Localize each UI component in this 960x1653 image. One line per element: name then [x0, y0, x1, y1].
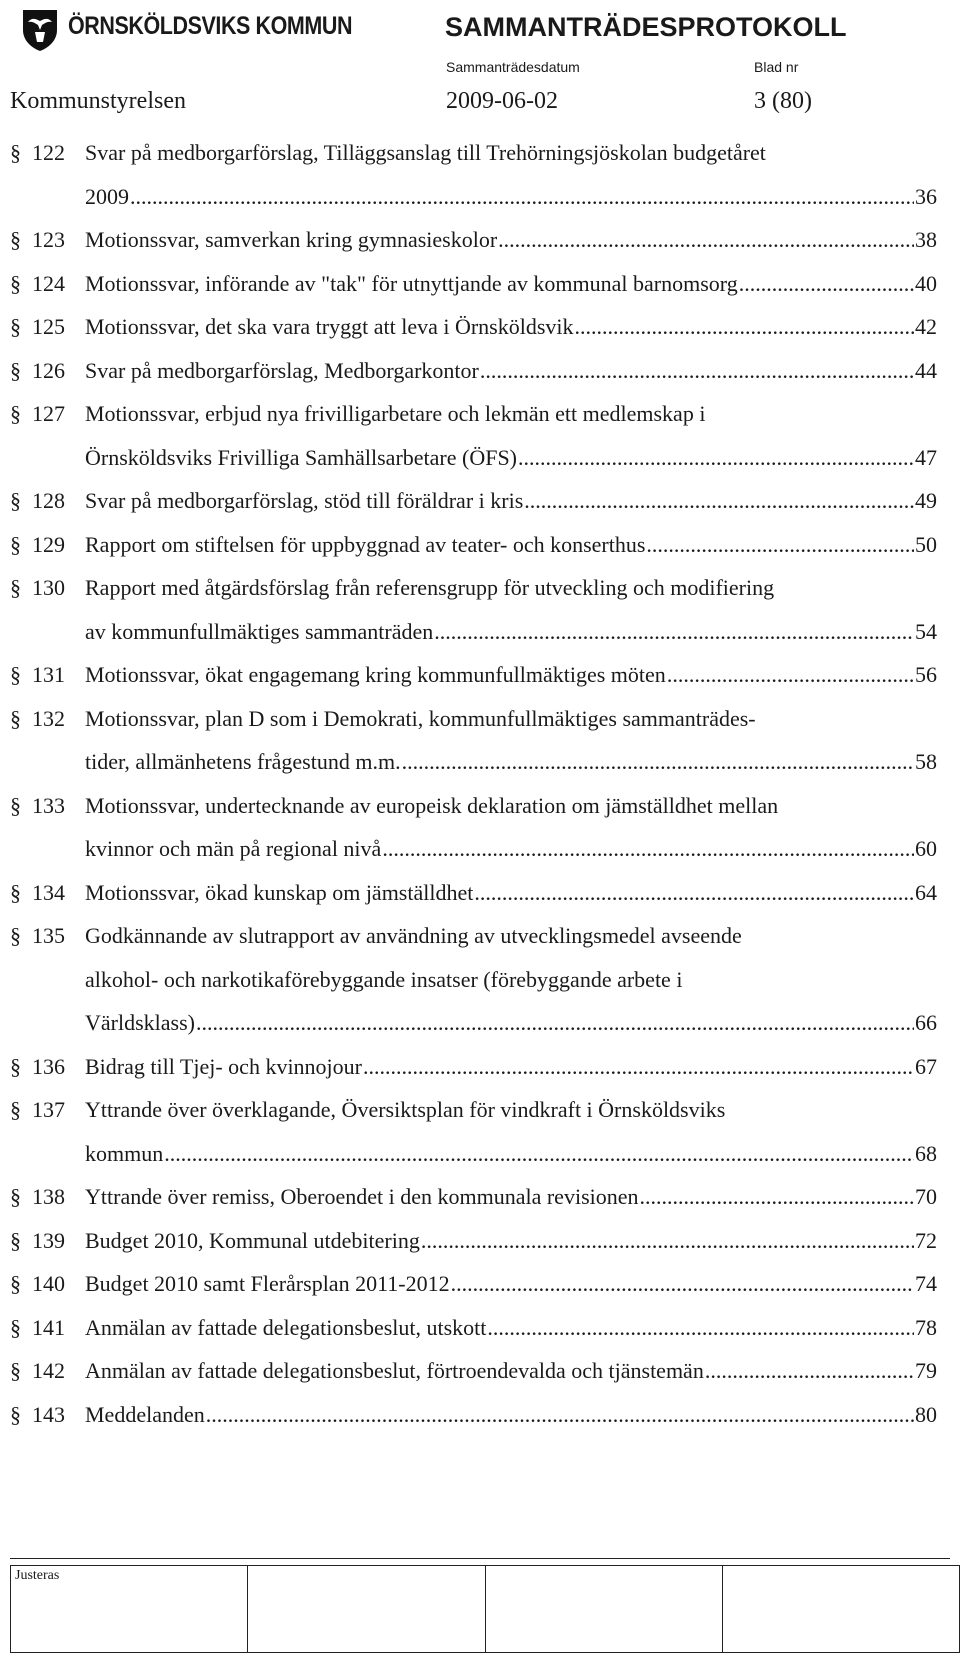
toc-entry-title-line — [85, 445, 937, 471]
section-symbol: § — [10, 662, 21, 687]
toc-entry-title-line — [85, 227, 937, 253]
dot-leader — [524, 488, 914, 514]
meeting-date-label: Sammanträdesdatum — [446, 59, 580, 75]
toc-entry-page: 42 — [915, 314, 937, 339]
dot-leader — [646, 532, 914, 558]
toc-entry-title: Anmälan av fattade delegationsbeslut, utskott — [85, 1314, 487, 1340]
toc-entry-page: 54 — [915, 618, 937, 644]
toc-entry-title: Världsklass) — [85, 1010, 195, 1035]
section-symbol: § — [10, 1314, 21, 1340]
section-symbol: § — [10, 705, 21, 731]
section-symbol: § — [10, 357, 21, 383]
dot-leader — [402, 749, 914, 775]
toc-entry-page: 58 — [915, 749, 937, 774]
toc-entry-title-line — [85, 836, 937, 862]
section-symbol: § — [10, 923, 21, 948]
toc-entry-number: 133 — [32, 792, 65, 818]
toc-entry-title-line: Godkännande av slutrapport av användning av utvecklingsmedel avseende — [85, 923, 742, 948]
section-symbol: § — [10, 1053, 21, 1079]
municipal-crest-logo — [20, 8, 60, 52]
toc-entry-title: Budget 2010 samt Flerårsplan 2011-2012 — [85, 1271, 450, 1296]
toc-entry-page: 40 — [915, 270, 937, 296]
toc-entry-title-line: Yttrande över överklagande, Översiktsplan för vindkraft i Örnsköldsviks — [85, 1097, 726, 1122]
dot-leader — [487, 1315, 914, 1341]
document-title: SAMMANTRÄDESPROTOKOLL — [445, 12, 847, 42]
toc-entry-number: 135 — [32, 923, 65, 948]
toc-entry-title-line — [85, 1315, 937, 1341]
toc-entry-number: 131 — [32, 662, 65, 687]
dot-leader — [451, 1271, 914, 1297]
dot-leader — [705, 1358, 914, 1384]
section-symbol: § — [10, 1271, 21, 1296]
toc-entry-title: Bidrag till Tjej- och kvinnojour — [85, 1053, 362, 1079]
toc-entry-page: 68 — [915, 1140, 937, 1166]
org-name: ÖRNSKÖLDSVIKS KOMMUN — [68, 12, 353, 40]
toc-entry-title-line: Motionssvar, plan D som i Demokrati, kommunfullmäktiges sammanträdes- — [85, 705, 756, 731]
dot-leader — [498, 227, 914, 253]
section-symbol: § — [10, 140, 21, 165]
toc-entry-number: 143 — [32, 1401, 65, 1427]
section-symbol: § — [10, 1358, 21, 1383]
toc-entry-page: 38 — [915, 227, 937, 252]
dot-leader — [206, 1402, 914, 1428]
dot-leader — [640, 1184, 914, 1210]
toc-entry-title-line — [85, 662, 937, 688]
toc-entry-number: 136 — [32, 1053, 65, 1079]
toc-entry-number: 129 — [32, 531, 65, 557]
section-symbol: § — [10, 1184, 21, 1209]
toc-entry-title-line — [85, 532, 937, 558]
toc-entry-title-line — [85, 184, 937, 210]
toc-entry-title: Svar på medborgarförslag, Medborgarkontor — [85, 357, 479, 383]
toc-entry-title-line — [85, 749, 937, 775]
toc-entry-page: 66 — [915, 1010, 937, 1035]
toc-entry-number: 137 — [32, 1097, 65, 1122]
toc-entry-title: Svar på medborgarförslag, stöd till föräldrar i kris — [85, 488, 524, 513]
toc-entry-title: kvinnor och män på regional nivå — [85, 836, 382, 861]
toc-entry-number: 123 — [32, 227, 65, 252]
toc-entry-number: 126 — [32, 357, 65, 383]
signature-cell — [248, 1566, 485, 1653]
section-symbol: § — [10, 792, 21, 818]
toc-entry-page: 50 — [915, 531, 937, 557]
toc-entry-page: 79 — [915, 1358, 937, 1383]
toc-entry-title: Motionssvar, införande av "tak" för utnyttjande av kommunal barnomsorg — [85, 270, 738, 296]
toc-entry-number: 127 — [32, 401, 65, 426]
toc-entry-title-line — [85, 358, 937, 384]
toc-entry-title: Motionssvar, ökad kunskap om jämställdhet — [85, 879, 474, 905]
toc-entry-title: Budget 2010, Kommunal utdebitering — [85, 1227, 420, 1253]
toc-entry-title-line — [85, 1010, 937, 1036]
signature-cell — [722, 1566, 959, 1653]
toc-entry-title-line — [85, 1402, 937, 1428]
section-symbol: § — [10, 270, 21, 296]
toc-entry-number: 124 — [32, 270, 65, 296]
section-symbol: § — [10, 314, 21, 339]
toc-entry-page: 60 — [915, 836, 937, 861]
toc-entry-title: tider, allmänhetens frågestund m.m. — [85, 749, 401, 774]
page-number-label: Blad nr — [754, 59, 799, 75]
toc-entry-title: kommun — [85, 1140, 164, 1166]
dot-leader — [575, 314, 914, 340]
meeting-date: 2009-06-02 — [446, 88, 558, 114]
toc-entry-page: 49 — [915, 488, 937, 513]
toc-entry-page: 67 — [915, 1053, 937, 1079]
toc-entry-title-line — [85, 1228, 937, 1254]
footer-divider — [10, 1558, 950, 1559]
toc-entry-page: 44 — [915, 357, 937, 383]
toc-entry-number: 122 — [32, 140, 65, 165]
toc-entry-number: 132 — [32, 705, 65, 731]
page-number: 3 (80) — [754, 88, 812, 114]
dot-leader — [739, 271, 914, 297]
section-symbol: § — [10, 879, 21, 905]
signature-label: Justeras — [15, 1568, 60, 1583]
dot-leader — [164, 1141, 914, 1167]
dot-leader — [518, 445, 914, 471]
toc-entry-number: 125 — [32, 314, 65, 339]
toc-entry-title-line: Svar på medborgarförslag, Tilläggsanslag till Trehörningsjöskolan budgetåret — [85, 140, 766, 165]
signature-table — [10, 1565, 960, 1653]
toc-entry-title-line — [85, 488, 937, 514]
toc-entry-title: Rapport om stiftelsen för uppbyggnad av teater- och konserthus — [85, 531, 646, 557]
toc-entry-page: 36 — [915, 183, 937, 209]
section-symbol: § — [10, 488, 21, 513]
dot-leader — [421, 1228, 914, 1254]
toc-entry-title-line — [85, 1184, 937, 1210]
section-symbol: § — [10, 1227, 21, 1253]
toc-entry-page: 78 — [915, 1314, 937, 1340]
toc-entry-title: 2009 — [85, 183, 129, 209]
committee-name: Kommunstyrelsen — [10, 88, 186, 114]
dot-leader — [667, 662, 914, 688]
section-symbol: § — [10, 531, 21, 557]
section-symbol: § — [10, 227, 21, 252]
toc-entry-title: Anmälan av fattade delegationsbeslut, förtroendevalda och tjänstemän — [85, 1358, 704, 1383]
toc-entry-title-line: alkohol- och narkotikaförebyggande insatser (förebyggande arbete i — [85, 966, 683, 992]
toc-entry-number: 141 — [32, 1314, 65, 1340]
toc-entry-number: 138 — [32, 1184, 65, 1209]
toc-entry-title: Motionssvar, det ska vara tryggt att leva i Örnsköldsvik — [85, 314, 574, 339]
dot-leader — [474, 880, 914, 906]
toc-entry-title-line: Rapport med åtgärdsförslag från referensgrupp för utveckling och modifiering — [85, 575, 775, 600]
toc-entry-page: 56 — [915, 662, 937, 687]
page-header — [0, 0, 960, 130]
toc-entry-title: av kommunfullmäktiges sammanträden — [85, 618, 434, 644]
toc-entry-title-line — [85, 1141, 937, 1167]
toc-entry-title: Motionssvar, ökat engagemang kring kommunfullmäktiges möten — [85, 662, 666, 687]
toc-entry-page: 47 — [915, 444, 937, 470]
section-symbol: § — [10, 401, 21, 426]
toc-entry-page: 70 — [915, 1184, 937, 1209]
toc-entry-title-line — [85, 1054, 937, 1080]
signature-cell — [485, 1566, 722, 1653]
toc-entry-title-line: Motionssvar, undertecknande av europeisk deklaration om jämställdhet mellan — [85, 792, 779, 818]
toc-entry-number: 140 — [32, 1271, 65, 1296]
section-symbol: § — [10, 1097, 21, 1122]
toc-entry-number: 134 — [32, 879, 65, 905]
toc-entry-page: 64 — [915, 879, 937, 905]
signature-cell-justeras — [11, 1566, 248, 1653]
toc-entry-title-line — [85, 880, 937, 906]
toc-entry-title-line — [85, 1358, 937, 1384]
toc-entry-title: Örnsköldsviks Frivilliga Samhällsarbetare (ÖFS) — [85, 444, 518, 470]
dot-leader — [130, 184, 914, 210]
toc-entry-number: 139 — [32, 1227, 65, 1253]
toc-entry-page: 72 — [915, 1227, 937, 1253]
toc-entry-title: Motionssvar, samverkan kring gymnasieskolor — [85, 227, 498, 252]
toc-entry-page: 80 — [915, 1401, 937, 1427]
toc-entry-number: 142 — [32, 1358, 65, 1383]
toc-entry-page: 74 — [915, 1271, 937, 1296]
section-symbol: § — [10, 1401, 21, 1427]
dot-leader — [196, 1010, 914, 1036]
dot-leader — [480, 358, 914, 384]
toc-entry-title-line — [85, 619, 937, 645]
section-symbol: § — [10, 575, 21, 600]
dot-leader — [382, 836, 914, 862]
dot-leader — [363, 1054, 914, 1080]
toc-entry-title-line — [85, 314, 937, 340]
toc-entry-number: 128 — [32, 488, 65, 513]
toc-entry-number: 130 — [32, 575, 65, 600]
toc-entry-title: Yttrande över remiss, Oberoendet i den kommunala revisionen — [85, 1184, 639, 1209]
toc-entry-title-line — [85, 1271, 937, 1297]
dot-leader — [434, 619, 914, 645]
toc-entry-title-line — [85, 271, 937, 297]
toc-entry-title-line: Motionssvar, erbjud nya frivilligarbetare och lekmän ett medlemskap i — [85, 401, 706, 426]
toc-entry-title: Meddelanden — [85, 1401, 205, 1427]
